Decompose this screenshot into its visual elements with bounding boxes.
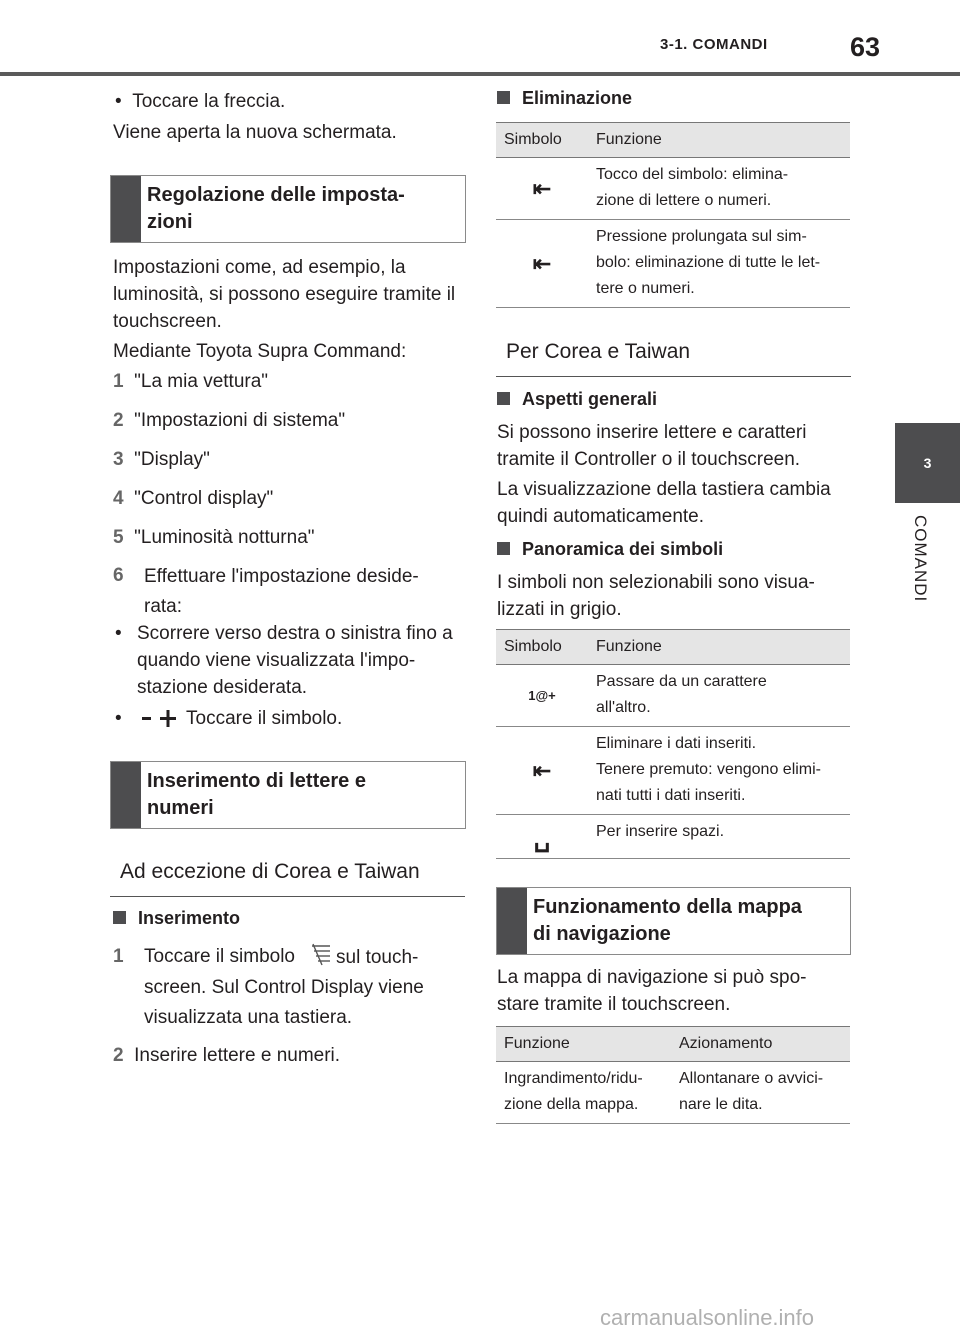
- table-header-row: [496, 123, 850, 158]
- square-bullet-icon: [497, 542, 510, 555]
- box-title: Regolazione delle imposta- zioni: [147, 184, 405, 233]
- square-bullet-icon: [497, 91, 510, 104]
- table-cell: Tocco del simbolo: elimina- zione di lettere o numeri.: [588, 158, 850, 220]
- step-number: 1: [113, 946, 124, 967]
- box-title: Inserimento di lettere e numeri: [147, 770, 366, 819]
- paragraph: La mappa di navigazione si può spo- stare tramite il touchscreen.: [497, 967, 807, 1015]
- step: 2 "Impostazioni di sistema": [113, 410, 346, 431]
- column-header: Funzione: [588, 630, 850, 665]
- column-header: Funzione: [588, 123, 850, 158]
- watermark: carmanualsonline.info: [600, 1305, 815, 1330]
- symbol-overview-table: [496, 629, 850, 859]
- header-divider: [0, 72, 960, 76]
- box-title: Funzionamento della mappa di navigazione: [533, 896, 802, 945]
- step-text: sul touch- screen. Sul Control Display viene visualizzata una tastiera.: [144, 947, 424, 1028]
- table-row: [496, 220, 850, 308]
- minus-icon: [142, 717, 151, 720]
- section-box-settings: [110, 175, 466, 243]
- chapter-label: COMANDI: [911, 515, 930, 603]
- step-text: Effettuare l'impostazione deside- rata:: [144, 566, 419, 617]
- box-accent-bar: [497, 888, 527, 954]
- column-header: Simbolo: [496, 123, 588, 158]
- section-box-map: [496, 887, 851, 955]
- step: 3 "Display": [113, 449, 210, 470]
- table-row: [496, 815, 850, 859]
- section-title-panoramica: Panoramica dei simboli: [497, 539, 723, 560]
- square-bullet-icon: [497, 392, 510, 405]
- section-title: 3-1. COMANDI: [660, 36, 768, 53]
- step-text: Toccare il simbolo: [144, 946, 295, 967]
- page-number: 63: [850, 32, 881, 62]
- step: 4 "Control display": [113, 488, 274, 509]
- table-cell: Allontanare o avvici- nare le dita.: [671, 1062, 850, 1124]
- box-accent-bar: [111, 762, 141, 828]
- subheading: Per Corea e Taiwan: [506, 340, 691, 363]
- char-switch-icon: 1@+: [496, 665, 588, 727]
- table-cell: Passare da un carattere all'altro.: [588, 665, 850, 727]
- backspace-icon: ⇤: [496, 220, 588, 308]
- subheading: Ad eccezione di Corea e Taiwan: [120, 860, 420, 883]
- step: 1 "La mia vettura": [113, 371, 269, 392]
- column-header: Simbolo: [496, 630, 588, 665]
- bullet-item: • Toccare la freccia.: [115, 91, 286, 112]
- section-title-inserimento: Inserimento: [113, 908, 240, 929]
- paragraph: Si possono inserire lettere e caratteri tramite il Controller o il touchscreen.: [497, 422, 807, 470]
- bullet-marker: •: [115, 708, 122, 729]
- table-header-row: [496, 1027, 850, 1062]
- square-bullet-icon: [113, 911, 126, 924]
- table-row: [496, 1062, 850, 1124]
- table-cell: Ingrandimento/ridu- zione della mappa.: [496, 1062, 671, 1124]
- chapter-tab[interactable]: 3: [895, 423, 960, 503]
- paragraph: Viene aperta la nuova schermata.: [113, 122, 397, 143]
- table-cell: Per inserire spazi.: [588, 815, 850, 859]
- section-box-input: [110, 761, 466, 829]
- step: 2 Inserire lettere e numeri.: [113, 1045, 341, 1066]
- paragraph: La visualizzazione della tastiera cambia quindi automaticamente.: [497, 479, 831, 527]
- delete-symbol-table: [496, 122, 850, 308]
- table-cell: Pressione prolungata sul sim- bolo: eliminazione di tutte le let- tere o numeri.: [588, 220, 850, 308]
- section-title-aspetti: Aspetti generali: [497, 389, 657, 410]
- step: 5 "Luminosità notturna": [113, 527, 315, 548]
- paragraph: Mediante Toyota Supra Command:: [113, 341, 407, 362]
- column-header: Funzione: [496, 1027, 671, 1062]
- subheading-rule: [496, 376, 851, 377]
- step: 6: [113, 565, 124, 586]
- bullet-text: Scorrere verso destra o sinistra fino a quando viene visualizzata l'impo- stazione desiderata.: [137, 623, 453, 698]
- subheading-rule: [110, 896, 465, 897]
- table-row: [496, 727, 850, 815]
- paragraph: I simboli non selezionabili sono visua- lizzati in grigio.: [497, 572, 815, 620]
- table-header-row: [496, 630, 850, 665]
- space-icon: ␣: [496, 815, 588, 859]
- bullet-text: Toccare il simbolo.: [186, 708, 343, 729]
- table-row: [496, 665, 850, 727]
- section-title-eliminazione: Eliminazione: [497, 88, 632, 109]
- plus-icon: [160, 710, 176, 727]
- table-row: [496, 158, 850, 220]
- minus-plus-icon: [140, 708, 180, 728]
- paragraph: Impostazioni come, ad esempio, la luminosità, si possono eseguire tramite il touchscreen.: [113, 257, 456, 332]
- backspace-icon: ⇤: [496, 727, 588, 815]
- bullet-marker: •: [115, 623, 122, 644]
- map-operation-table: [496, 1026, 850, 1124]
- backspace-icon: ⇤: [496, 158, 588, 220]
- column-header: Azionamento: [671, 1027, 850, 1062]
- table-cell: Eliminare i dati inseriti. Tenere premuto: vengono elimi- nati tutti i dati inseriti.: [588, 727, 850, 815]
- box-accent-bar: [111, 176, 141, 242]
